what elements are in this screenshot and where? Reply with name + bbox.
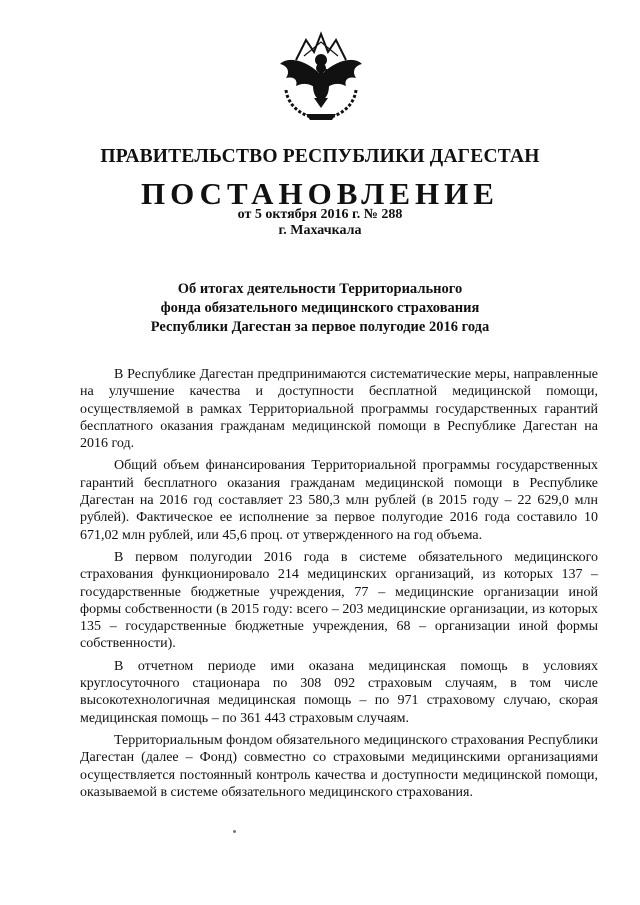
date-number: от 5 октября 2016 г. № 288 <box>237 207 403 222</box>
subject-line: фонда обязательного медицинского страхования <box>160 300 480 316</box>
document-type: ПОСТАНОВЛЕНИЕ <box>141 176 499 211</box>
paragraph: Территориальным фондом обязательного медицинского страхования Республики Дагестан (далее – Фонд) совместно со страховыми медицинскими организациями осуществляется постоянный контроль качества и доступности медицинской помощи, оказываемой в системе обязательного медицинского страхования. <box>80 732 598 800</box>
scan-speck <box>233 830 236 833</box>
paragraph: В первом полугодии 2016 года в системе обязательного медицинского страхования функционировало 214 медицинских организаций, из которых 137 – государственные бюджетные учреждения, 77 – медицинские организации иной формы собственности (в 2015 году: всего – 203 медицинские организации, из которых 135 – государственные бюджетные учреждения, 68 – организации иной формы собственности). <box>80 549 598 652</box>
subject-line: Республики Дагестан за первое полугодие 2016 года <box>150 319 490 335</box>
subject-line: Об итогах деятельности Территориального <box>177 281 463 297</box>
coat-of-arms-icon <box>276 30 366 122</box>
paragraph: В Республике Дагестан предпринимаются систематические меры, направленные на улучшение качества и доступности бесплатной медицинской помощи, осуществляемой в рамках Территориальной программы государственных гарантий бесплатного оказания гражданам медицинской помощи в Республике Дагестан на 2016 год. <box>80 367 598 452</box>
place: г. Махачкала <box>278 223 362 238</box>
government-name: ПРАВИТЕЛЬСТВО РЕСПУБЛИКИ ДАГЕСТАН <box>100 146 540 167</box>
paragraph: В отчетном периоде ими оказана медицинская помощь в условиях круглосуточного стационара по 308 092 страховым случаям, в том числе высокотехнологичная медицинская помощь – по 971 страховому случаю, скорая медицинская помощь – по 361 443 страховым случаям. <box>80 658 598 726</box>
paragraph: Общий объем финансирования Территориальной программы государственных гарантий бесплатного оказания гражданам медицинской помощи в Республике Дагестан на 2016 год составляет 23 580,3 млн рублей (в 2015 году – 22 629,0 млн рублей). Фактическое ее исполнение за первое полугодие 2016 года составило 10 671,02 млн рублей, или 45,6 проц. от утвержденного на год объема. <box>80 458 598 543</box>
document-subject <box>0 280 640 337</box>
document-body <box>80 366 598 806</box>
